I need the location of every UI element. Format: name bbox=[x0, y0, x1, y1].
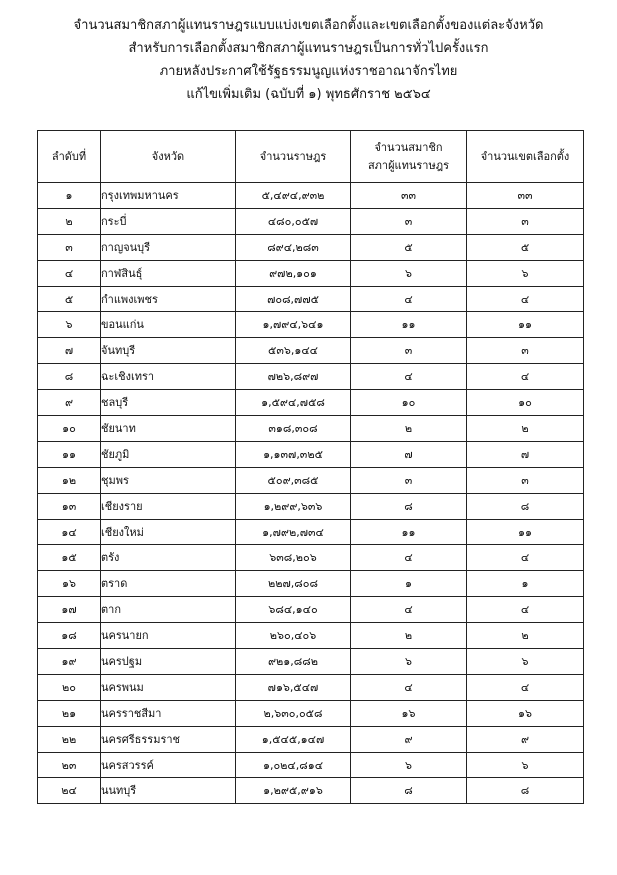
table-row bbox=[38, 364, 584, 390]
table-header bbox=[38, 131, 584, 183]
cell-order: ๘ bbox=[38, 364, 101, 390]
cell-districts: ๑๐ bbox=[467, 390, 584, 416]
cell-districts: ๑ bbox=[467, 571, 584, 597]
cell-members: ๖ bbox=[351, 649, 467, 675]
cell-order: ๕ bbox=[38, 286, 101, 312]
cell-province: ตาก bbox=[101, 597, 236, 623]
cell-members: ๘ bbox=[351, 778, 467, 804]
cell-province: กาญจนบุรี bbox=[101, 234, 236, 260]
cell-order: ๑๐ bbox=[38, 416, 101, 442]
cell-order: ๑๖ bbox=[38, 571, 101, 597]
cell-order: ๙ bbox=[38, 390, 101, 416]
cell-members: ๔ bbox=[351, 286, 467, 312]
cell-province: ขอนแก่น bbox=[101, 312, 236, 338]
cell-members: ๑๑ bbox=[351, 519, 467, 545]
cell-districts: ๖ bbox=[467, 260, 584, 286]
table-row bbox=[38, 260, 584, 286]
cell-population: ๑,๒๙๙,๖๓๖ bbox=[236, 493, 351, 519]
cell-population: ๕๐๙,๓๘๕ bbox=[236, 467, 351, 493]
title-line-1: จำนวนสมาชิกสภาผู้แทนราษฎรแบบแบ่งเขตเลือกตั้งและเขตเลือกตั้งของแต่ละจังหวัด bbox=[73, 18, 544, 33]
cell-province: นครราชสีมา bbox=[101, 700, 236, 726]
cell-members: ๖ bbox=[351, 752, 467, 778]
cell-order: ๓ bbox=[38, 234, 101, 260]
cell-province: ชัยภูมิ bbox=[101, 441, 236, 467]
cell-districts: ๔ bbox=[467, 286, 584, 312]
cell-order: ๑๕ bbox=[38, 545, 101, 571]
cell-districts: ๓๓ bbox=[467, 183, 584, 209]
cell-province: กระบี่ bbox=[101, 208, 236, 234]
cell-districts: ๘ bbox=[467, 493, 584, 519]
cell-province: นนทบุรี bbox=[101, 778, 236, 804]
cell-members: ๘ bbox=[351, 493, 467, 519]
cell-members: ๔ bbox=[351, 545, 467, 571]
cell-members: ๒ bbox=[351, 623, 467, 649]
cell-order: ๑๓ bbox=[38, 493, 101, 519]
cell-order: ๒๐ bbox=[38, 674, 101, 700]
cell-province: ชัยนาท bbox=[101, 416, 236, 442]
cell-population: ๖๓๘,๒๐๖ bbox=[236, 545, 351, 571]
cell-districts: ๒ bbox=[467, 416, 584, 442]
cell-province: ชุมพร bbox=[101, 467, 236, 493]
cell-order: ๒ bbox=[38, 208, 101, 234]
title-line-3: ภายหลังประกาศใช้รัฐธรรมนูญแห่งราชอาณาจักรไทย bbox=[159, 64, 458, 79]
cell-province: กาฬสินธุ์ bbox=[101, 260, 236, 286]
cell-members: ๒ bbox=[351, 416, 467, 442]
table-row bbox=[38, 519, 584, 545]
cell-population: ๗๑๖,๕๔๗ bbox=[236, 674, 351, 700]
cell-province: กรุงเทพมหานคร bbox=[101, 183, 236, 209]
cell-districts: ๑๖ bbox=[467, 700, 584, 726]
cell-members: ๓ bbox=[351, 467, 467, 493]
cell-order: ๑๔ bbox=[38, 519, 101, 545]
table-row bbox=[38, 623, 584, 649]
cell-population: ๑,๑๓๗,๓๒๕ bbox=[236, 441, 351, 467]
cell-order: ๑๗ bbox=[38, 597, 101, 623]
cell-members: ๔ bbox=[351, 597, 467, 623]
cell-population: ๘๙๔,๒๘๓ bbox=[236, 234, 351, 260]
table-row bbox=[38, 752, 584, 778]
table-row bbox=[38, 493, 584, 519]
cell-population: ๒๒๗,๘๐๘ bbox=[236, 571, 351, 597]
cell-districts: ๓ bbox=[467, 208, 584, 234]
table-row bbox=[38, 234, 584, 260]
cell-members: ๕ bbox=[351, 234, 467, 260]
cell-districts: ๙ bbox=[467, 726, 584, 752]
cell-districts: ๓ bbox=[467, 338, 584, 364]
table-row bbox=[38, 467, 584, 493]
header-members-line-2: สภาผู้แทนราษฎร bbox=[367, 158, 450, 172]
table-row bbox=[38, 726, 584, 752]
header-members bbox=[351, 131, 467, 183]
table-row bbox=[38, 183, 584, 209]
document-title bbox=[0, 14, 617, 106]
cell-population: ๒,๖๓๐,๐๕๘ bbox=[236, 700, 351, 726]
cell-order: ๔ bbox=[38, 260, 101, 286]
header-province: จังหวัด bbox=[101, 131, 236, 183]
cell-population: ๑,๗๙๒,๗๓๔ bbox=[236, 519, 351, 545]
cell-members: ๑๖ bbox=[351, 700, 467, 726]
cell-order: ๒๒ bbox=[38, 726, 101, 752]
cell-order: ๒๓ bbox=[38, 752, 101, 778]
cell-order: ๒๑ bbox=[38, 700, 101, 726]
table-row bbox=[38, 416, 584, 442]
header-row bbox=[38, 131, 584, 183]
cell-province: นครสวรรค์ bbox=[101, 752, 236, 778]
cell-province: ตรัง bbox=[101, 545, 236, 571]
cell-order: ๖ bbox=[38, 312, 101, 338]
cell-order: ๗ bbox=[38, 338, 101, 364]
cell-province: จันทบุรี bbox=[101, 338, 236, 364]
cell-members: ๑๑ bbox=[351, 312, 467, 338]
table-row bbox=[38, 312, 584, 338]
cell-order: ๑๘ bbox=[38, 623, 101, 649]
cell-districts: ๖ bbox=[467, 752, 584, 778]
cell-members: ๓๓ bbox=[351, 183, 467, 209]
header-population: จำนวนราษฎร bbox=[236, 131, 351, 183]
cell-members: ๔ bbox=[351, 674, 467, 700]
cell-districts: ๔ bbox=[467, 674, 584, 700]
cell-districts: ๑๑ bbox=[467, 312, 584, 338]
table-row bbox=[38, 390, 584, 416]
cell-population: ๗๐๘,๗๗๕ bbox=[236, 286, 351, 312]
cell-members: ๑ bbox=[351, 571, 467, 597]
cell-province: นครศรีธรรมราช bbox=[101, 726, 236, 752]
cell-districts: ๕ bbox=[467, 234, 584, 260]
cell-province: นครพนม bbox=[101, 674, 236, 700]
header-members-line-1: จำนวนสมาชิก bbox=[374, 140, 443, 154]
cell-order: ๑๒ bbox=[38, 467, 101, 493]
cell-population: ๑,๕๔๕,๑๔๗ bbox=[236, 726, 351, 752]
table-row bbox=[38, 700, 584, 726]
cell-members: ๓ bbox=[351, 338, 467, 364]
cell-population: ๖๘๔,๑๔๐ bbox=[236, 597, 351, 623]
table-row bbox=[38, 338, 584, 364]
table-row bbox=[38, 208, 584, 234]
cell-districts: ๖ bbox=[467, 649, 584, 675]
cell-population: ๑,๐๒๔,๘๑๔ bbox=[236, 752, 351, 778]
cell-members: ๓ bbox=[351, 208, 467, 234]
table-row bbox=[38, 286, 584, 312]
table-body bbox=[38, 183, 584, 804]
cell-order: ๑๙ bbox=[38, 649, 101, 675]
cell-province: เชียงใหม่ bbox=[101, 519, 236, 545]
cell-order: ๒๔ bbox=[38, 778, 101, 804]
cell-districts: ๔ bbox=[467, 597, 584, 623]
province-members-table bbox=[37, 130, 584, 804]
cell-population: ๕,๔๙๔,๙๓๒ bbox=[236, 183, 351, 209]
table-row bbox=[38, 778, 584, 804]
cell-order: ๑ bbox=[38, 183, 101, 209]
cell-population: ๒๖๐,๔๐๖ bbox=[236, 623, 351, 649]
cell-province: ตราด bbox=[101, 571, 236, 597]
title-line-2: สำหรับการเลือกตั้งสมาชิกสภาผู้แทนราษฎรเป็นการทั่วไปครั้งแรก bbox=[128, 41, 489, 56]
cell-districts: ๔ bbox=[467, 545, 584, 571]
cell-province: ชลบุรี bbox=[101, 390, 236, 416]
cell-population: ๙๒๑,๘๘๒ bbox=[236, 649, 351, 675]
cell-order: ๑๑ bbox=[38, 441, 101, 467]
cell-members: ๗ bbox=[351, 441, 467, 467]
table-row bbox=[38, 441, 584, 467]
cell-districts: ๔ bbox=[467, 364, 584, 390]
cell-population: ๑,๕๙๔,๗๕๘ bbox=[236, 390, 351, 416]
cell-province: นครนายก bbox=[101, 623, 236, 649]
table-row bbox=[38, 649, 584, 675]
cell-districts: ๗ bbox=[467, 441, 584, 467]
cell-population: ๑,๗๙๔,๖๔๑ bbox=[236, 312, 351, 338]
cell-population: ๙๗๒,๑๐๑ bbox=[236, 260, 351, 286]
cell-population: ๓๑๘,๓๐๘ bbox=[236, 416, 351, 442]
cell-province: เชียงราย bbox=[101, 493, 236, 519]
cell-districts: ๒ bbox=[467, 623, 584, 649]
header-order: ลำดับที่ bbox=[38, 131, 101, 183]
cell-districts: ๘ bbox=[467, 778, 584, 804]
title-line-4: แก้ไขเพิ่มเติม (ฉบับที่ ๑) พุทธศักราช ๒๕๖๔ bbox=[186, 87, 431, 102]
cell-members: ๖ bbox=[351, 260, 467, 286]
table-row bbox=[38, 545, 584, 571]
cell-province: นครปฐม bbox=[101, 649, 236, 675]
table-row bbox=[38, 571, 584, 597]
header-districts: จำนวนเขตเลือกตั้ง bbox=[467, 131, 584, 183]
cell-districts: ๑๑ bbox=[467, 519, 584, 545]
cell-members: ๑๐ bbox=[351, 390, 467, 416]
cell-population: ๗๒๖,๘๙๗ bbox=[236, 364, 351, 390]
cell-province: กำแพงเพชร bbox=[101, 286, 236, 312]
table-row bbox=[38, 597, 584, 623]
cell-population: ๕๓๖,๑๔๔ bbox=[236, 338, 351, 364]
cell-population: ๔๘๐,๐๕๗ bbox=[236, 208, 351, 234]
cell-members: ๔ bbox=[351, 364, 467, 390]
cell-province: ฉะเชิงเทรา bbox=[101, 364, 236, 390]
cell-districts: ๓ bbox=[467, 467, 584, 493]
cell-members: ๙ bbox=[351, 726, 467, 752]
cell-population: ๑,๒๙๕,๙๑๖ bbox=[236, 778, 351, 804]
table-row bbox=[38, 674, 584, 700]
